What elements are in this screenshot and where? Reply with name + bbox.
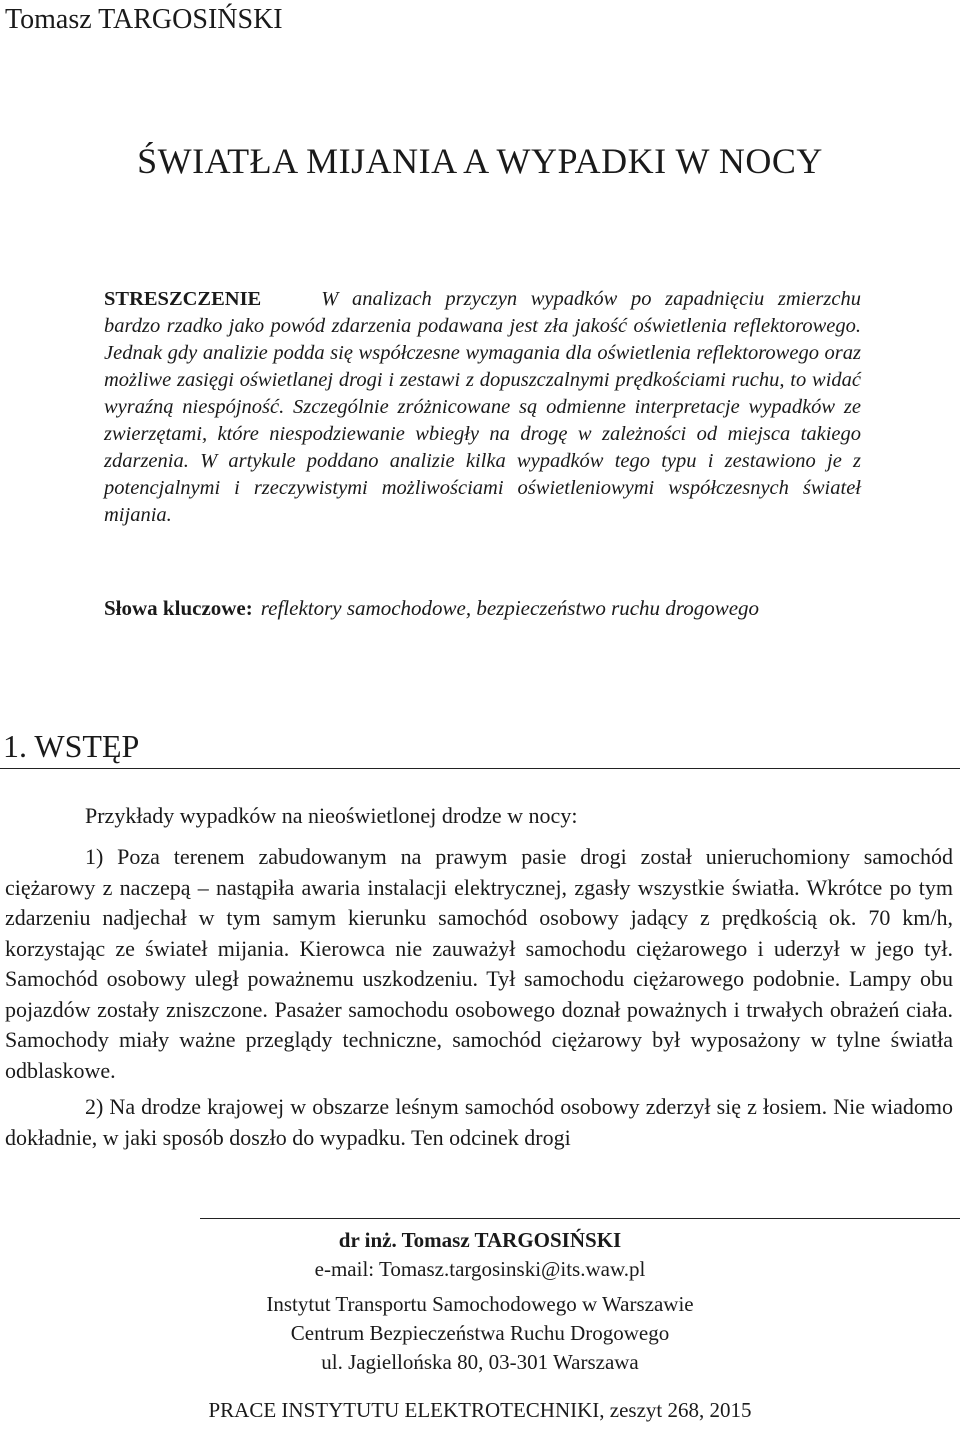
author-email: e-mail: Tomasz.targosinski@its.waw.pl [314, 1257, 646, 1281]
abstract-text: W analizach przyczyn wypadków po zapadnięciu zmierzchu bardzo rzadko jako powód zdarzenia podawana jest zła jakość oświetlenia reflektorowego. Jednak gdy analizie podda się współczesne wymagania dla oświetlenia reflektorowego oraz możliwe zasięgi oświetlanej drogi i zestawi z dopuszczalnymi prędkościami ruchu, to widać wyraźną niespójność. Szczególnie zróżnicowane są odmienne interpretacje wypadków ze zwierzętami, które niespodziewanie wbiegły na drogę w zależności od miejsca takiego zdarzenia. W artykule poddano analizie kilka wypadków tego typu i zestawiono je z potencjalnymi i rzeczywistymi możliwościami oświetleniowymi współczesnych świateł mijania. [104, 288, 861, 526]
center-name: Centrum Bezpieczeństwa Ruchu Drogowego [290, 1321, 670, 1345]
section-divider [0, 768, 960, 769]
institute-name: Instytut Transportu Samochodowego w Warszawie [266, 1292, 694, 1316]
intro-line: Przykłady wypadków na nieoświetlonej drodze w nocy: [85, 803, 578, 828]
keywords [104, 596, 759, 621]
institute-address: ul. Jagiellońska 80, 03-301 Warszawa [321, 1350, 639, 1374]
keywords-label: Słowa kluczowe: [104, 596, 253, 620]
author-name: dr inż. Tomasz TARGOSIŃSKI [338, 1228, 622, 1252]
abstract-label: STRESZCZENIE [104, 288, 262, 310]
abstract [104, 286, 861, 529]
footnote-divider [200, 1218, 960, 1219]
body-text [5, 842, 953, 1159]
section-heading: 1. WSTĘP [3, 728, 140, 764]
paper-title: ŚWIATŁA MIJANIA A WYPADKI W NOCY [137, 141, 823, 181]
journal-footer: PRACE INSTYTUTU ELEKTROTECHNIKI, zeszyt 268, 2015 [208, 1398, 752, 1422]
paragraph-2: 2) Na drodze krajowej w obszarze leśnym samochód osobowy zderzył się z łosiem. Nie wiadomo dokładnie, w jaki sposób doszło do wypadku. Ten odcinek drogi [5, 1094, 953, 1150]
running-header-author: Tomasz TARGOSIŃSKI [5, 4, 283, 35]
keywords-text: reflektory samochodowe, bezpieczeństwo ruchu drogowego [260, 596, 760, 620]
paragraph-1: 1) Poza terenem zabudowanym na prawym pasie drogi został unieruchomiony samochód ciężarowy z naczepą – nastąpiła awaria instalacji elektrycznej, zgasły wszystkie światła. Wkrótce po tym zdarzeniu nadjechał w tym samym kierunku samochód osobowy jadący z prędkością ok. 70 km/h, korzystając ze świateł mijania. Kierowca nie zauważył samochodu ciężarowego i uderzył w jego tył. Samochód osobowy uległ poważnemu uszkodzeniu. Tył samochodu ciężarowego podobnie. Lampy obu pojazdów zostały zniszczone. Pasażer samochodu osobowego doznał poważnych i trwałych obrażeń ciała. Samochody miały ważne przeglądy techniczne, samochód ciężarowy był wyposażony w tylne światła odblaskowe. [5, 844, 953, 1083]
